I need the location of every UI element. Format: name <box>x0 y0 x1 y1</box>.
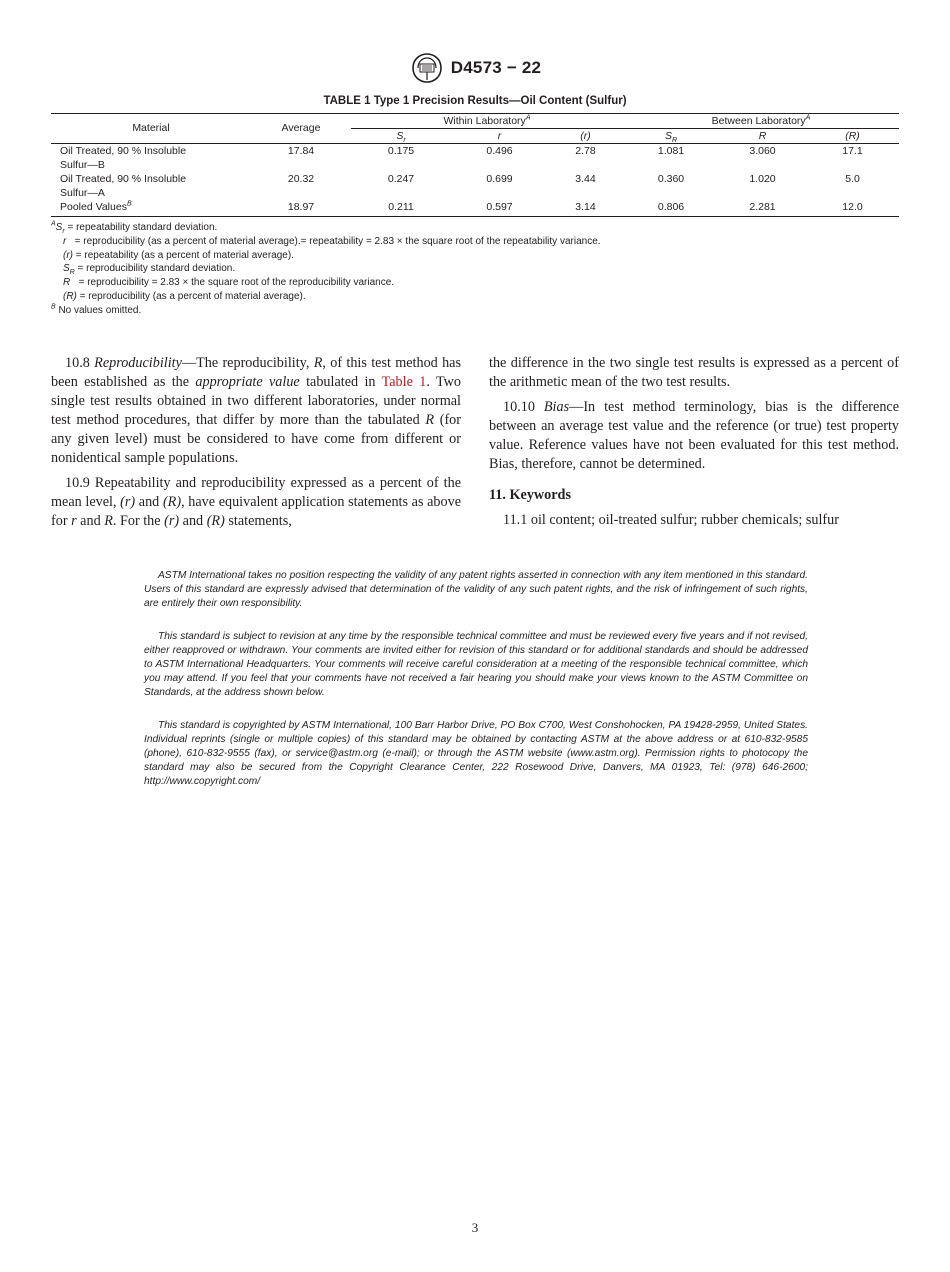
col-header-r-pct: (r) <box>548 129 623 144</box>
footnote: $S_R$ = reproducibility standard deviation. <box>63 263 236 277</box>
cell-r-pct: 3.44 <box>575 173 596 185</box>
col-group-between: Between Laboratory$^A$ <box>623 114 899 129</box>
cell-r-pct: 2.78 <box>575 145 596 157</box>
paragraph-11-1: 11.1 oil content; oil-treated sulfur; rubber chemicals; sulfur <box>503 512 839 528</box>
table-1-link[interactable]: Table 1 <box>381 374 427 390</box>
cell-r: 0.597 <box>451 200 548 216</box>
cell-R-pct: 12.0 <box>806 200 899 216</box>
cell-material: Pooled Values$^B$ <box>51 200 251 216</box>
col-header-sr: $S_r$ <box>351 129 451 144</box>
table-row <box>51 144 899 173</box>
legal-notice-patent: ASTM International takes no position respecting the validity of any patent rights asserted in connection with any item mentioned in this standard. Users of this standard are expressly advised that determination of the validity of any such patent rights, and the risk of infringement of such rights, are entirely their own responsibility. <box>144 570 808 609</box>
cell-sR: 0.360 <box>657 173 685 185</box>
cell-R: 2.281 <box>719 200 806 216</box>
cell-r: 0.699 <box>486 173 513 185</box>
cell-average: 17.84 <box>287 145 315 157</box>
section-11-heading: 11. Keywords <box>489 487 571 503</box>
page-number: 3 <box>471 1220 479 1235</box>
cell-average: 20.32 <box>287 173 315 185</box>
cell-sr: 0.175 <box>387 145 415 157</box>
page-header <box>0 52 950 84</box>
legal-notice-copyright: This standard is copyrighted by ASTM International, 100 Barr Harbor Drive, PO Box C700, West Conshohocken, PA 19428-2959, United States. Individual reprints (single or multiple copies) of this standard may be obtained by contacting ASTM at the above address or at 610-832-9585 (phone), 610-832-9555 (fax), or service@astm.org (e-mail); or through the ASTM website (www.astm.org). Permission rights to photocopy the standard may also be secured from the Copyright Clearance Center, 222 Rosewood Drive, Danvers, MA 01923, Tel: (978) 646-2600; http://www.copyright.com/ <box>144 720 808 787</box>
cell-sR: 1.081 <box>657 145 685 157</box>
footnote: $^AS_r$ = repeatability standard deviation. <box>51 220 218 235</box>
document-id: D4573 − 22 <box>450 58 542 77</box>
astm-logo-icon <box>409 52 445 84</box>
cell-material: Oil Treated, 90 % Insoluble Sulfur—A <box>60 173 187 199</box>
cell-R: 1.020 <box>749 173 776 185</box>
paragraph-10-9-continued: the difference in the two single test results is expressed as a percent of the arithmetic mean of the two test results. <box>489 355 899 390</box>
cell-sr: 0.211 <box>351 200 451 216</box>
col-header-r: r <box>451 129 548 144</box>
col-header-material: Material <box>51 114 251 144</box>
footnote: r = reproducibility (as a percent of material average).= repeatability = 2.83 × the square root of the repeatability variance. <box>63 235 601 247</box>
paragraph-10-8: 10.8 Reproducibility—The reproducibility, R, of this test method has been established as the appropriate value tabulated in Table 1. Two single test results obtained in two different laboratories, under normal test method procedures, that differ by more than the tabulated R (for any given level) must be considered to have come from different or nonidentical sample populations. <box>51 355 462 466</box>
footnote: $^B$ No values omitted. <box>51 303 142 316</box>
cell-R-pct: 17.1 <box>842 145 863 157</box>
col-header-sR: $S_R$ <box>623 129 719 144</box>
col-header-R: R <box>719 129 806 144</box>
table-row <box>51 172 899 200</box>
cell-r-pct: 3.14 <box>548 200 623 216</box>
col-header-average: Average <box>251 114 351 144</box>
cell-r: 0.496 <box>486 145 513 157</box>
cell-average: 18.97 <box>251 200 351 216</box>
body-column-left <box>51 354 461 537</box>
table-row <box>51 200 899 216</box>
paragraph-10-9: 10.9 Repeatability and reproducibility expressed as a percent of the mean level, (r) and (R), have equivalent application statements as above for r and R. For the (r) and (R) statements, <box>51 475 461 529</box>
paragraph-10-10: 10.10 Bias—In test method terminology, bias is the difference between an average test value and the reference (or true) test property value. Reference values have not been evaluated for this test method. Bias, therefore, cannot be determined. <box>489 399 900 472</box>
table-footnotes <box>51 221 899 318</box>
table-title: TABLE 1 Type 1 Precision Results—Oil Content (Sulfur) <box>323 95 627 107</box>
cell-R-pct: 5.0 <box>845 173 860 185</box>
cell-material: Oil Treated, 90 % Insoluble Sulfur—B <box>60 145 187 171</box>
footnote: (r) = repeatability (as a percent of material average). <box>63 249 294 261</box>
col-header-R-pct: (R) <box>806 129 899 144</box>
legal-notice-revision: This standard is subject to revision at any time by the responsible technical committee and must be reviewed every five years and if not revised, either reapproved or withdrawn. Your comments are invited either for revision of this standard or for additional standards and should be addressed to ASTM International Headquarters. Your comments will receive careful consideration at a meeting of the responsible technical committee, which you may attend. If you feel that your comments have not received a fair hearing you should make your views known to the ASTM Committee on Standards, at the address shown below. <box>144 631 808 698</box>
cell-R: 3.060 <box>749 145 776 157</box>
cell-sr: 0.247 <box>387 173 415 185</box>
footnote: R = reproducibility = 2.83 × the square root of the reproducibility variance. <box>63 277 395 289</box>
footnote: (R) = reproducibility (as a percent of material average). <box>63 290 306 302</box>
cell-sR: 0.806 <box>623 200 719 216</box>
precision-table <box>51 113 899 217</box>
body-column-right <box>489 354 899 536</box>
col-group-within: Within Laboratory$^A$ <box>351 114 623 129</box>
